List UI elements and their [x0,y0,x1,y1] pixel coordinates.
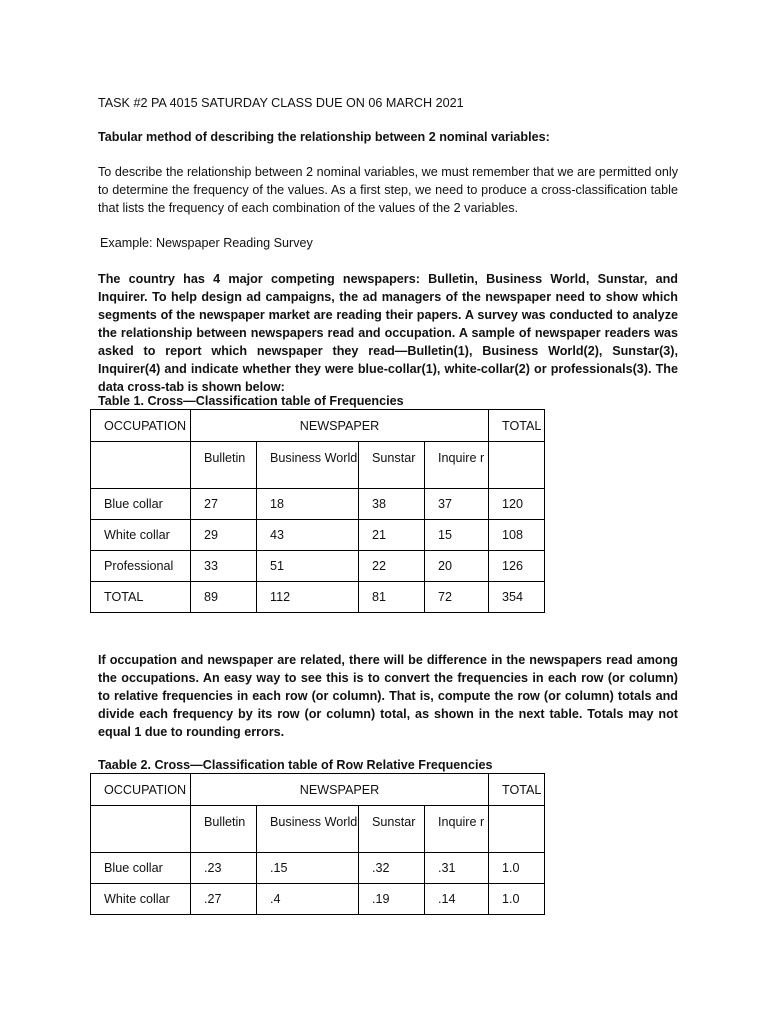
table-cell: .32 [359,853,425,884]
header-total: TOTAL [489,774,545,806]
header-newspaper: NEWSPAPER [191,410,489,442]
row-total: 108 [489,520,545,551]
column-header: Sunstar [359,442,425,489]
row-total: 1.0 [489,884,545,915]
table-cell: 37 [425,489,489,520]
subheader-blank [91,442,191,489]
table-cell: .19 [359,884,425,915]
table-cell: .15 [257,853,359,884]
table-total-row [91,582,545,613]
table-cell: .23 [191,853,257,884]
column-header: Inquire r [425,806,489,853]
row-label: White collar [91,520,191,551]
table-row [91,884,545,915]
table-header-row [91,410,545,442]
table1-caption: Table 1. Cross—Classification table of Frequencies [98,394,404,408]
column-header: Bulletin [191,806,257,853]
table-cell: .27 [191,884,257,915]
table-cell: 27 [191,489,257,520]
table-cell: 43 [257,520,359,551]
table-cell: .4 [257,884,359,915]
header-newspaper: NEWSPAPER [191,774,489,806]
subheader-blank [91,806,191,853]
frequency-table [90,409,545,613]
column-header: Inquire r [425,442,489,489]
section-heading: Tabular method of describing the relationship between 2 nominal variables: [98,130,550,144]
subheader-blank [489,442,545,489]
table-cell: 38 [359,489,425,520]
table-row [91,853,545,884]
table-cell: 21 [359,520,425,551]
header-occupation: OCCUPATION [91,774,191,806]
row-label: White collar [91,884,191,915]
table-cell: 18 [257,489,359,520]
table-cell: 51 [257,551,359,582]
relative-frequency-table [90,773,545,915]
row-label: Blue collar [91,489,191,520]
column-header: Sunstar [359,806,425,853]
row-label: Blue collar [91,853,191,884]
table-subheader-row [91,442,545,489]
table-cell: .31 [425,853,489,884]
table-cell: 20 [425,551,489,582]
table-cell: 22 [359,551,425,582]
table-cell: .14 [425,884,489,915]
row-total: 1.0 [489,853,545,884]
table-cell: 89 [191,582,257,613]
subheader-blank [489,806,545,853]
header-total: TOTAL [489,410,545,442]
relative-frequency-paragraph: If occupation and newspaper are related, there will be difference in the newspapers read among the occupations. An easy way to see this is to convert the frequencies in each row (or column) to relative frequencies in each row (or column). That is, compute the row (or column) totals and divide each frequency by its row (or column) total, as shown in the next table. Totals may not equal 1 due to rounding errors. [98,653,678,739]
column-header: Business World [257,442,359,489]
table-header-row [91,774,545,806]
table-cell: 112 [257,582,359,613]
row-label: Professional [91,551,191,582]
row-total: 120 [489,489,545,520]
table-cell: 15 [425,520,489,551]
header-occupation: OCCUPATION [91,410,191,442]
table-row [91,551,545,582]
table-cell: 29 [191,520,257,551]
table-subheader-row [91,806,545,853]
row-label: TOTAL [91,582,191,613]
intro-paragraph: To describe the relationship between 2 nominal variables, we must remember that we are permitted only to determine the frequency of the values. As a first step, we need to produce a cross-classification table that lists the frequency of each combination of the values of the 2 variables. [98,165,678,215]
survey-paragraph: The country has 4 major competing newspapers: Bulletin, Business World, Sunstar, and Inquirer. To help design ad campaigns, the ad managers of the newspaper need to show which segments of the newspaper market are reading their papers. A survey was conducted to analyze the relationship between newspapers read and occupation. A sample of newspaper readers was asked to report which newspaper they read—Bulletin(1), Business World(2), Sunstar(3), Inquirer(4) and indicate whether they were blue-collar(1), white-collar(2) or professionals(3). The data cross-tab is shown below: [98,272,678,394]
table-cell: 72 [425,582,489,613]
table-cell: 81 [359,582,425,613]
table-cell: 33 [191,551,257,582]
table2-caption: Taable 2. Cross—Classification table of Row Relative Frequencies [98,758,493,772]
row-total: 354 [489,582,545,613]
column-header: Business World [257,806,359,853]
example-label: Example: Newspaper Reading Survey [100,236,313,250]
table-row [91,489,545,520]
column-header: Bulletin [191,442,257,489]
table-row [91,520,545,551]
row-total: 126 [489,551,545,582]
document-title: TASK #2 PA 4015 SATURDAY CLASS DUE ON 06 MARCH 2021 [98,96,464,110]
